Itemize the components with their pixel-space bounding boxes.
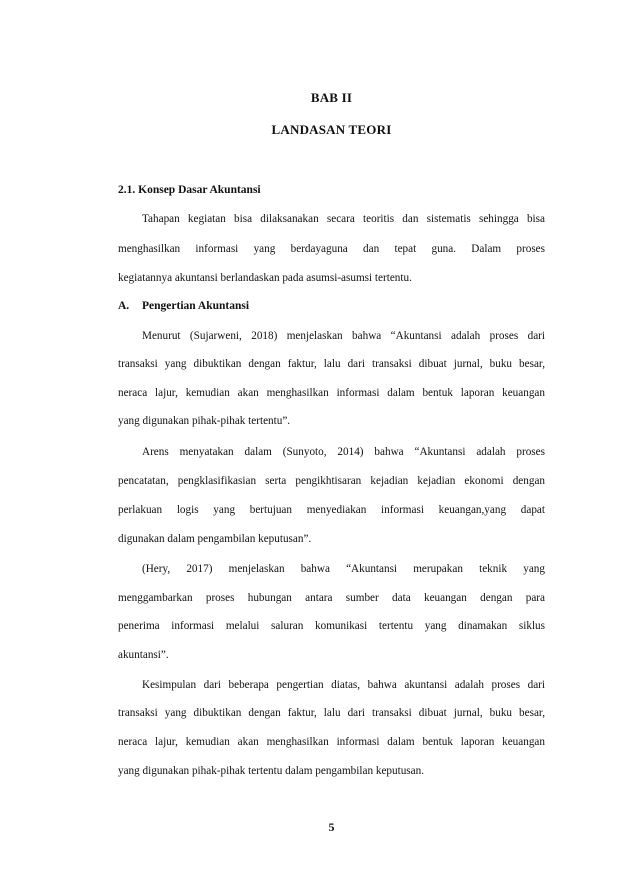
paragraph-line: kegiatannya akuntansi berlandaskan pada asumsi-asumsi tertentu. [118,272,412,284]
subsection-title: Pengertian Akuntansi [142,300,250,312]
paragraph-line: menghasilkan informasi yang berdayaguna dan tepat guna. Dalam proses [118,243,545,255]
paragraph-line: transaksi yang dibuktikan dengan faktur, lalu dari transaksi dibuat jurnal, buku besar, [118,707,545,719]
paragraph-line: Kesimpulan dari beberapa pengertian diatas, bahwa akuntansi adalah proses dari [142,679,545,691]
chapter-title: LANDASAN TEORI [271,122,392,137]
chapter-number: BAB II [310,90,353,105]
paragraph-line: (Hery, 2017) menjelaskan bahwa “Akuntansi merupakan teknik yang [142,563,545,575]
paragraph-line: transaksi yang dibuktikan dengan faktur, lalu dari transaksi dibuat jurnal, buku besar, [118,358,545,370]
subsection-label: A. [118,300,130,312]
paragraph-line: Tahapan kegiatan bisa dilaksanakan secara teoritis dan sistematis sehingga bisa [142,213,545,225]
paragraph-line: neraca lajur, kemudian akan menghasilkan informasi dalam bentuk laporan keuangan [118,736,545,748]
paragraph-line: menggambarkan proses hubungan antara sumber data keuangan dengan para [118,592,545,604]
paragraph-line: Arens menyatakan dalam (Sunyoto, 2014) bahwa “Akuntansi adalah proses [142,446,545,458]
paragraph-line: penerima informasi melalui saluran komunikasi tertentu yang dinamakan siklus [118,620,545,632]
page-number: 5 [328,820,335,834]
paragraph-line: pencatatan, pengklasifikasian serta pengikhtisaran kejadian kejadian ekonomi dengan [118,475,545,487]
section-heading: 2.1. Konsep Dasar Akuntansi [118,184,261,196]
paragraph-line: akuntansi”. [118,649,169,661]
paragraph-line: perlakuan logis yang bertujuan menyediakan informasi keuangan,yang dapat [118,504,545,516]
paragraph-line: yang digunakan pihak-pihak tertentu”. [118,415,291,427]
paragraph-line: yang digunakan pihak-pihak tertentu dalam pengambilan keputusan. [118,765,425,777]
subsection-heading [118,300,249,312]
paragraph-line: Menurut (Sujarweni, 2018) menjelaskan bahwa “Akuntansi adalah proses dari [142,330,545,342]
paragraph-line: neraca lajur, kemudian akan menghasilkan informasi dalam bentuk laporan keuangan [118,387,545,399]
paragraph-line: digunakan dalam pengambilan keputusan”. [118,533,312,545]
